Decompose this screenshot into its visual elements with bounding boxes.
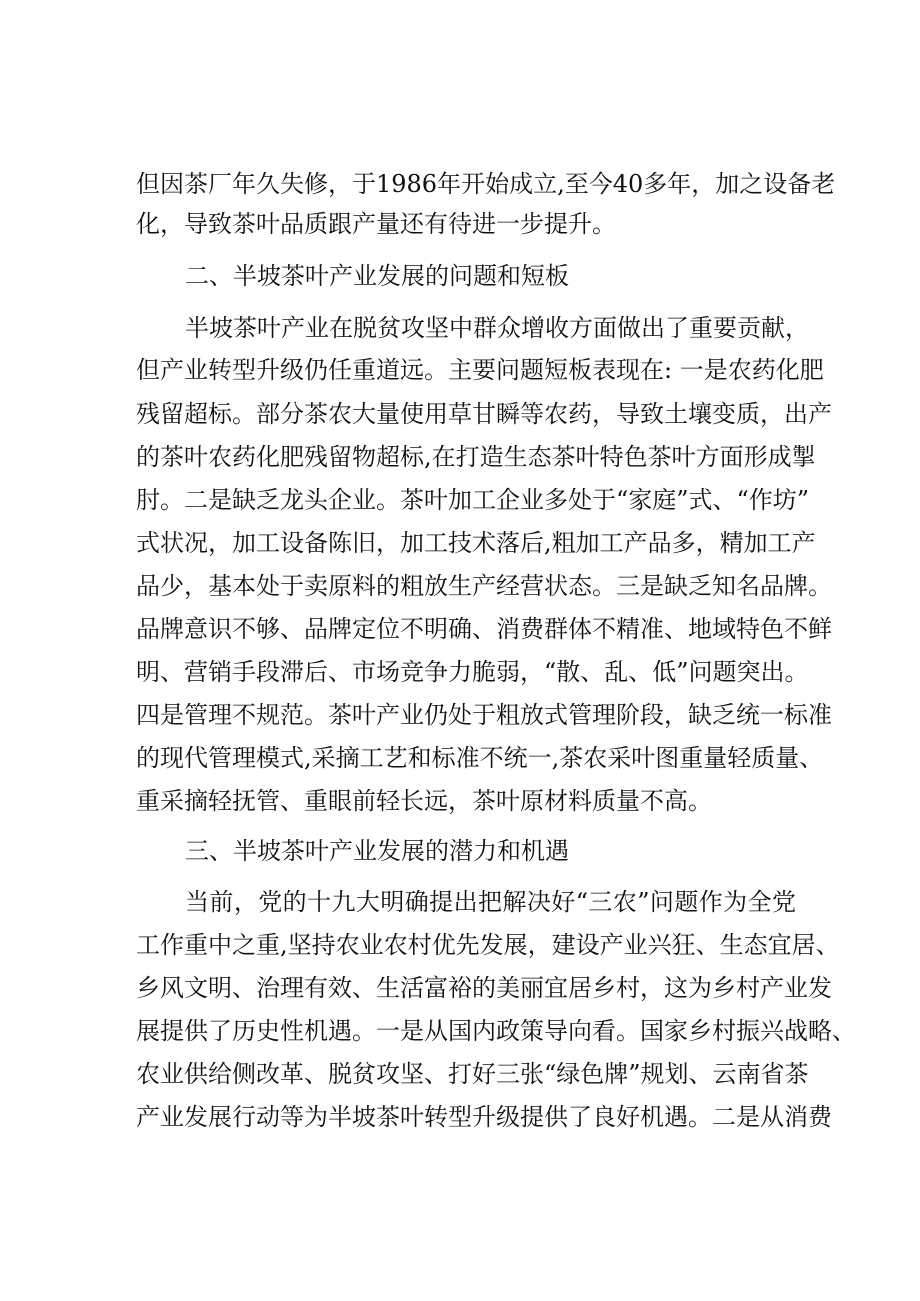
body-line-17: 乡风文明、治理有效、生活富裕的美丽宜居乡村，这为乡村产业发 <box>136 974 832 1002</box>
body-line-5: 残留超标。部分茶农大量使用草甘瞬等农药，导致土壤变质，出产 <box>136 400 832 428</box>
body-line-14: 重采摘轻抚管、重眼前轻长远，茶叶原材料质量不高。 <box>136 787 712 815</box>
body-line-12: 四是管理不规范。茶叶产业仍处于粗放式管理阶段，缺乏统一标准 <box>136 701 832 729</box>
body-line-8: 式状况，加工设备陈旧，加工技术落后,粗加工产品多，精加工产 <box>136 529 816 557</box>
body-line-16: 工作重中之重,坚持农业农村优先发展，建设产业兴狂、生态宜居、 <box>136 931 840 959</box>
body-line-18: 展提供了历史性机遇。一是从国内政策导向看。国家乡村振兴战略、 <box>136 1017 856 1045</box>
body-line-2: 化，导致茶叶品质跟产量还有待进一步提升。 <box>136 210 616 238</box>
body-line-20: 产业发展行动等为半坡茶叶转型升级提供了良好机遇。二是从消费 <box>136 1103 832 1131</box>
body-line-11: 明、营销手段滞后、市场竞争力脆弱，“散、乱、低”问题突出。 <box>136 658 809 686</box>
body-line-13: 的现代管理模式,采摘工艺和标准不统一,茶农采叶图重量轻质量、 <box>136 744 824 772</box>
body-line-19: 农业供给侧改革、脱贫攻坚、打好三张“绿色牌”规划、云南省茶 <box>136 1060 809 1088</box>
section-heading-2: 二、半坡茶叶产业发展的问题和短板 <box>185 262 569 290</box>
body-line-15: 当前，党的十九大明确提出把解决好“三农”问题作为全党 <box>185 888 796 916</box>
body-line-10: 品牌意识不够、品牌定位不明确、消费群体不精准、地域特色不鲜 <box>136 615 832 643</box>
body-line-3: 半坡茶叶产业在脱贫攻坚中群众增收方面做出了重要贡献， <box>185 314 809 342</box>
body-line-7: 肘。二是缺乏龙头企业。茶叶加工企业多处于“家庭”式、“作坊” <box>136 486 810 514</box>
body-line-6: 的茶叶农药化肥残留物超标,在打造生态茶叶特色茶叶方面形成掣 <box>136 443 816 471</box>
body-line-1: 但因茶厂年久失修，于1986年开始成立,至今40多年，加之设备老 <box>136 170 836 198</box>
body-line-9: 品少，基本处于卖原料的粗放生产经营状态。三是缺乏知名品牌。 <box>136 572 832 600</box>
section-heading-3: 三、半坡茶叶产业发展的潜力和机遇 <box>185 837 569 865</box>
body-line-4: 但产业转型升级仍任重道远。主要问题短板表现在: 一是农药化肥 <box>136 356 824 384</box>
